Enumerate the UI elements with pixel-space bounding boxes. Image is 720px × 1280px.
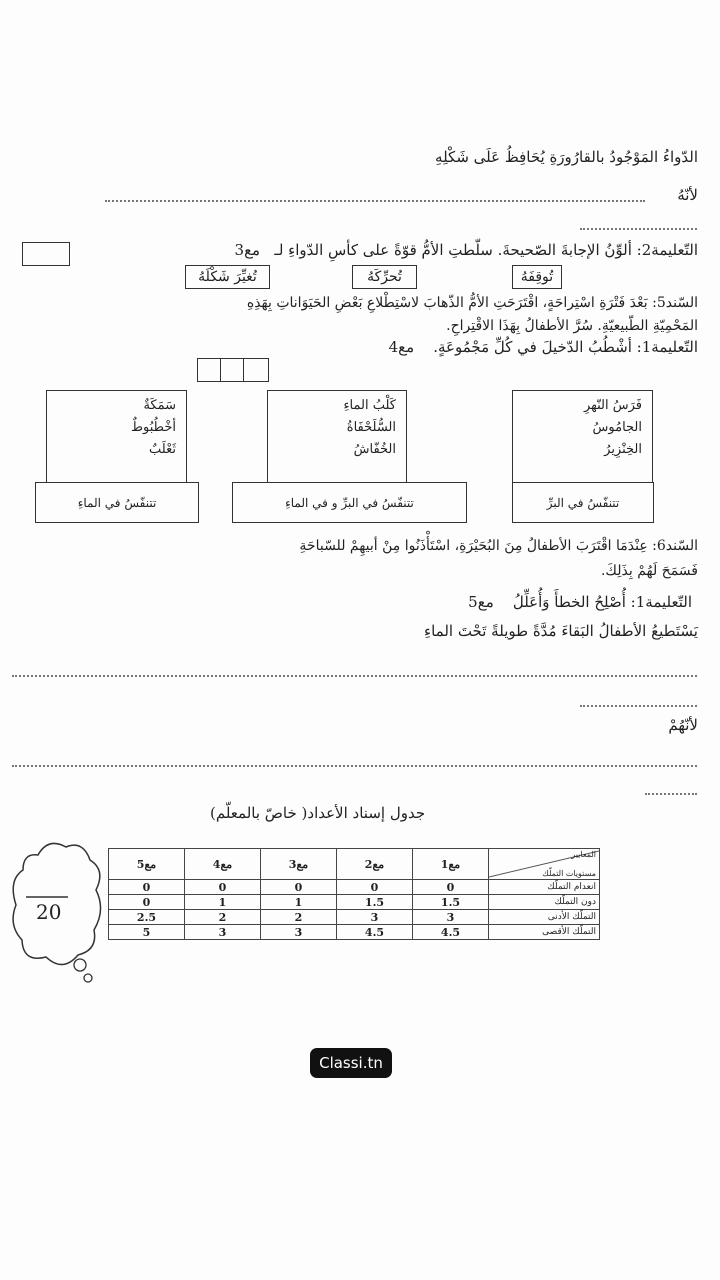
because-label: لأنّهُ: [677, 186, 698, 204]
grading-table: [108, 848, 600, 940]
score-box[interactable]: [243, 358, 269, 382]
cell: 0: [261, 880, 337, 895]
animal-group-3: [512, 390, 653, 483]
cell: 3: [337, 910, 413, 925]
cell: 1.5: [413, 895, 489, 910]
watermark-badge: Classi.tn: [310, 1048, 392, 1078]
answer-line[interactable]: [580, 705, 697, 707]
corner-cell: [489, 849, 600, 880]
answer-line[interactable]: [105, 200, 645, 202]
option-deform[interactable]: تُغيِّرَ شَكْلَهُ: [185, 265, 270, 289]
table-row: [109, 925, 600, 940]
table-row: [109, 895, 600, 910]
animal-group-2: [267, 390, 407, 483]
group-label: تتنفّسُ في البرِّ و في الماءِ: [232, 482, 467, 523]
cell: 3: [261, 925, 337, 940]
cell: 2: [185, 910, 261, 925]
animal-item[interactable]: كَلْبُ الماءِ: [343, 398, 396, 413]
answer-line[interactable]: [12, 675, 697, 677]
text-line: الدّواءُ المَوْجُودُ بالقارُورَةِ يُحَافِظُ عَلَى شَكْلِهِ: [435, 148, 698, 166]
option-move[interactable]: تُحرِّكَهُ: [352, 265, 417, 289]
cell: 3: [413, 910, 489, 925]
animal-item[interactable]: أخْطُبُوطٌ: [131, 420, 176, 435]
cell: 0: [413, 880, 489, 895]
instruction-1b: [468, 593, 692, 611]
cell: 0: [337, 880, 413, 895]
animal-item[interactable]: الخُفّاشُ: [353, 442, 396, 457]
text-line: فَسَمَحَ لَهُمْ بِذَلِكَ.: [600, 563, 698, 579]
instruction-1: [389, 338, 698, 356]
answer-line[interactable]: [12, 765, 697, 767]
cell: 0: [185, 880, 261, 895]
cell: 4.5: [413, 925, 489, 940]
col-header: مع3: [261, 849, 337, 880]
row-label: التملّك الأقصى: [489, 925, 600, 940]
instruction-text: التّعليمة2: ألوِّنُ الإجابةَ الصّحيحةَ. سلّطتِ الأمُّ قوّةً على كأسِ الدّواءِ لـ: [274, 241, 698, 259]
col-header: مع1: [413, 849, 489, 880]
group-label: تتنفّسُ في البرِّ: [512, 482, 654, 523]
score-total: 20: [36, 900, 62, 924]
group-label: تتنفّسُ في الماءِ: [35, 482, 199, 523]
animal-item[interactable]: الجامُوسُ: [592, 420, 642, 435]
cell: 0: [109, 895, 185, 910]
cell: 2: [261, 910, 337, 925]
animal-item[interactable]: ثَعْلَبٌ: [149, 442, 176, 457]
cell: 5: [109, 925, 185, 940]
corner-bottom: مستويات التملّك: [542, 869, 596, 878]
animal-item[interactable]: سَمَكَةٌ: [143, 398, 176, 413]
criterion-label: مع5: [468, 593, 494, 611]
instruction-2: [235, 241, 698, 259]
because-label: لأنّهُمْ: [668, 716, 698, 734]
text-line: السّند5: بَعْدَ فَتْرَةِ اسْتِراحَةٍ، اقْتَرَحَتِ الأمُّ الذّهابَ لاسْتِطْلاعِ بَعْضِ الحَيَوَاناتِ بِهَذِهِ: [246, 295, 698, 311]
table-title: جدول إسناد الأعداد( خاصّ بالمعلّم): [210, 804, 426, 822]
row-label: انعدام التملّك: [489, 880, 600, 895]
text-line: المَحْمِيّةِ الطّبيعيّةِ. سُرَّ الأطفالُ بِهَذَا الاقْتِراحِ.: [446, 318, 698, 334]
cell: 1.5: [337, 895, 413, 910]
corner-top: المعايير: [571, 850, 596, 859]
row-label: التملّك الأدنى: [489, 910, 600, 925]
cell: 2.5: [109, 910, 185, 925]
col-header: مع5: [109, 849, 185, 880]
answer-line[interactable]: [645, 793, 697, 795]
col-header: مع4: [185, 849, 261, 880]
statement: يَسْتَطيعُ الأطفالُ البَقاءَ مُدَّةً طويلةً تَحْتَ الماءِ: [424, 622, 698, 640]
table-row: [109, 910, 600, 925]
cell: 1: [185, 895, 261, 910]
cell: 4.5: [337, 925, 413, 940]
criterion-label: مع3: [234, 241, 261, 259]
cell: 1: [261, 895, 337, 910]
cell: 3: [185, 925, 261, 940]
score-box[interactable]: [22, 242, 70, 266]
col-header: مع2: [337, 849, 413, 880]
animal-item[interactable]: الخِنْزِيرُ: [604, 442, 642, 457]
score-box[interactable]: [220, 358, 244, 382]
instruction-text: التّعليمة1: أُصْلِحُ الخطأَ وَأُعَلِّلُ: [512, 593, 692, 611]
criterion-label: مع4: [388, 338, 415, 356]
option-stop[interactable]: تُوقِفَهُ: [512, 265, 562, 289]
instruction-text: التّعليمة1: أشْطُبُ الدّخيلَ في كُلِّ مَجْمُوعَةٍ.: [433, 338, 698, 356]
cell: 0: [109, 880, 185, 895]
table-row: [109, 880, 600, 895]
animal-item[interactable]: فَرَسُ النّهرِ: [583, 398, 642, 413]
text-line: السّند6: عِنْدَمَا اقْتَرَبَ الأطفالُ مِنَ البُحَيْرَةِ، اسْتَأْذَنُوا مِنْ أبيهِمْ للسّباحَةِ: [299, 538, 698, 554]
row-label: دون التملّك: [489, 895, 600, 910]
score-box[interactable]: [197, 358, 221, 382]
animal-item[interactable]: السُّلَحْفَاةُ: [346, 420, 396, 435]
animal-group-1: [46, 390, 187, 483]
answer-line[interactable]: [580, 228, 697, 230]
